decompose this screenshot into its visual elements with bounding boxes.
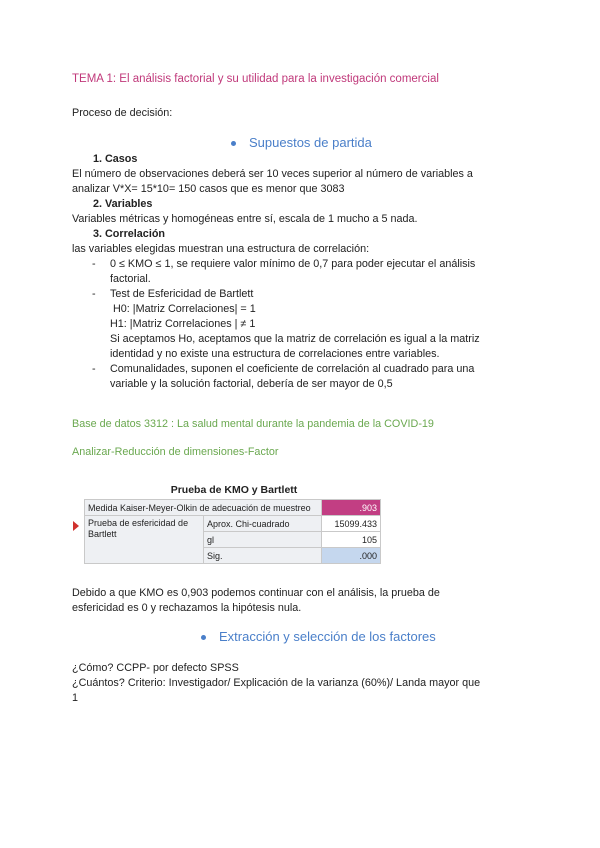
conclusion-line-1: Debido a que KMO es 0,903 podemos continuar con el análisis, la prueba de: [72, 587, 440, 599]
list-item-kmo: - 0 ≤ KMO ≤ 1, se requiere valor mínimo de 0,7 para poder ejecutar el análisis: [92, 258, 476, 270]
variables-line-1: Variables métricas y homogéneas entre sí, escala de 1 mucho a 5 nada.: [72, 213, 418, 225]
table-row: [85, 500, 381, 516]
kmo-bartlett-table: [84, 484, 384, 564]
section-heading-extraccion-label: Extracción y selección de los factores: [219, 629, 436, 644]
correlacion-heading: 3. Correlación: [93, 228, 166, 240]
comunalidades-cont: variable y la solución factorial, debería de ser mayor de 0,5: [110, 378, 393, 390]
gl-label-cell: gl: [204, 532, 322, 548]
casos-heading: 1. Casos: [93, 153, 138, 165]
kmo-value-cell: .903: [322, 500, 381, 516]
list-item-kmo-cont: factorial.: [110, 273, 151, 285]
section-heading-extraccion: [201, 629, 436, 644]
kmo-label-cell: Medida Kaiser-Meyer-Olkin de adecuación de muestreo: [85, 500, 322, 516]
conclusion-line-2: esfericidad es 0 y rechazamos la hipótesis nula.: [72, 602, 302, 614]
hypothesis-h0: H0: |Matriz Correlaciones| = 1: [113, 303, 256, 315]
bullet-icon: [201, 635, 206, 640]
table-row: [85, 516, 381, 532]
list-item-comunalidades: - Comunalidades, suponen el coeficiente de correlación al cuadrado para una: [92, 363, 475, 375]
bullet-icon: [231, 141, 236, 146]
cuantos-line-1: ¿Cuántos? Criterio: Investigador/ Explicación de la varianza (60%)/ Landa mayor que: [72, 677, 481, 689]
section-heading-supuestos: [231, 135, 372, 150]
section-heading-supuestos-label: Supuestos de partida: [249, 135, 372, 150]
bartlett-note-1: Si aceptamos Ho, aceptamos que la matriz de correlación es igual a la matriz: [110, 333, 480, 345]
menu-path-note: Analizar-Reducción de dimensiones-Factor: [72, 446, 279, 458]
como-line: ¿Cómo? CCPP- por defecto SPSS: [72, 662, 239, 674]
list-item-comunalidades-text: Comunalidades, suponen el coeficiente de correlación al cuadrado para una: [110, 363, 475, 375]
document-title: TEMA 1: El análisis factorial y su utilidad para la investigación comercial: [72, 73, 439, 85]
kmo-table-title: Prueba de KMO y Bartlett: [170, 484, 298, 496]
cuantos-line-2: 1: [72, 692, 79, 704]
database-note: Base de datos 3312 : La salud mental durante la pandemia de la COVID-19: [72, 418, 434, 430]
list-item-kmo-text: 0 ≤ KMO ≤ 1, se requiere valor mínimo de 0,7 para poder ejecutar el análisis: [110, 258, 476, 270]
sig-label-cell: Sig.: [204, 548, 322, 564]
chi-square-value-cell: 15099.433: [322, 516, 381, 532]
hypothesis-h1: H1: |Matriz Correlaciones | ≠ 1: [110, 318, 256, 330]
chi-square-label-cell: Aprox. Chi-cuadrado: [204, 516, 322, 532]
list-item-bartlett: - Test de Esfericidad de Bartlett: [92, 288, 254, 300]
sig-value-cell: .000: [322, 548, 381, 564]
row-marker-icon: [73, 521, 79, 531]
intro-text: Proceso de decisión:: [72, 107, 173, 119]
gl-value-cell: 105: [322, 532, 381, 548]
list-item-bartlett-text: Test de Esfericidad de Bartlett: [110, 288, 254, 300]
bartlett-label-cell: Prueba de esfericidad de Bartlett: [85, 516, 204, 564]
variables-heading: 2. Variables: [93, 198, 153, 210]
casos-line-2: analizar V*X= 15*10= 150 casos que es menor que 3083: [72, 183, 345, 195]
correlacion-line-1: las variables elegidas muestran una estructura de correlación:: [72, 243, 370, 255]
bartlett-note-2: identidad y no existe una estructura de correlaciones entre variables.: [110, 348, 440, 360]
casos-line-1: El número de observaciones deberá ser 10 veces superior al número de variables a: [72, 168, 473, 180]
